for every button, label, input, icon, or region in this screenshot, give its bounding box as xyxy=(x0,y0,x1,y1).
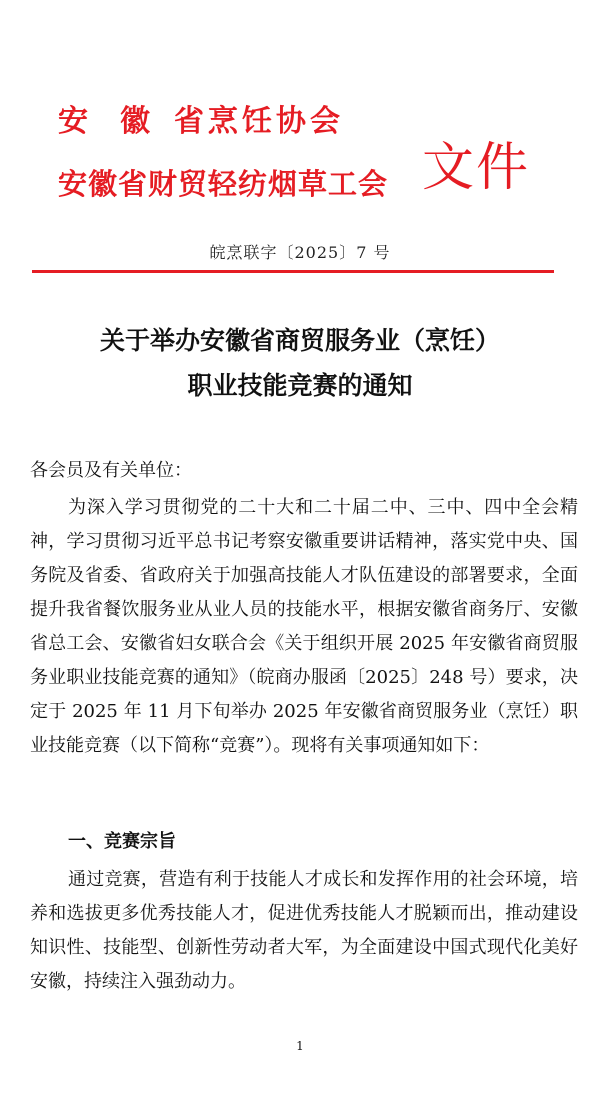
red-header-divider xyxy=(32,270,554,273)
issuer-name-trade-union: 安徽省财贸轻纺烟草工会 xyxy=(58,167,389,201)
document-type-word: 文件 xyxy=(422,138,531,198)
salutation: 各会员及有关单位： xyxy=(30,460,192,481)
issuer-part-1: 安 xyxy=(58,104,92,139)
issuer-part-2: 徽 xyxy=(120,104,154,139)
page-number: 1 xyxy=(296,1039,304,1053)
body-paragraph-purpose: 通过竞赛，营造有利于技能人才成长和发挥作用的社会环境，培养和选拔更多优秀技能人才，促进优秀技能人才脱颖而出，推动建设知识性、技能型、创新性劳动者大军，为全面建设中国式现代化美好安徽，持续注入强劲动力。 xyxy=(30,869,578,992)
issuer-name-cooking-association xyxy=(58,104,344,140)
issuer-part-3: 省烹饪协会 xyxy=(174,104,344,139)
section-heading-purpose: 一、竞赛宗旨 xyxy=(68,831,176,852)
document-number: 皖烹联字〔2025〕7 号 xyxy=(209,243,391,262)
body-paragraph-intro: 为深入学习贯彻党的二十大和二十届二中、三中、四中全会精神，学习贯彻习近平总书记考察安徽重要讲话精神，落实党中央、国务院及省委、省政府关于加强高技能人才队伍建设的部署要求，全面提升我省餐饮服务业从业人员的技能水平，根据安徽省商务厅、安徽省总工会、安徽省妇女联合会《关于组织开展 2025 年安徽省商贸服务业职业技能竞赛的通知》（皖商办服函〔2025〕248 号）要求，决定于 2025 年 11 月下旬举办 2025 年安徽省商贸服务业（烹饪）职业技能竞赛（以下简称“竞赛”）。现将有关事项通知如下： xyxy=(30,497,578,756)
notice-title-line-2: 职业技能竞赛的通知 xyxy=(187,371,413,400)
notice-title-line-1: 关于举办安徽省商贸服务业（烹饪） xyxy=(99,326,500,355)
